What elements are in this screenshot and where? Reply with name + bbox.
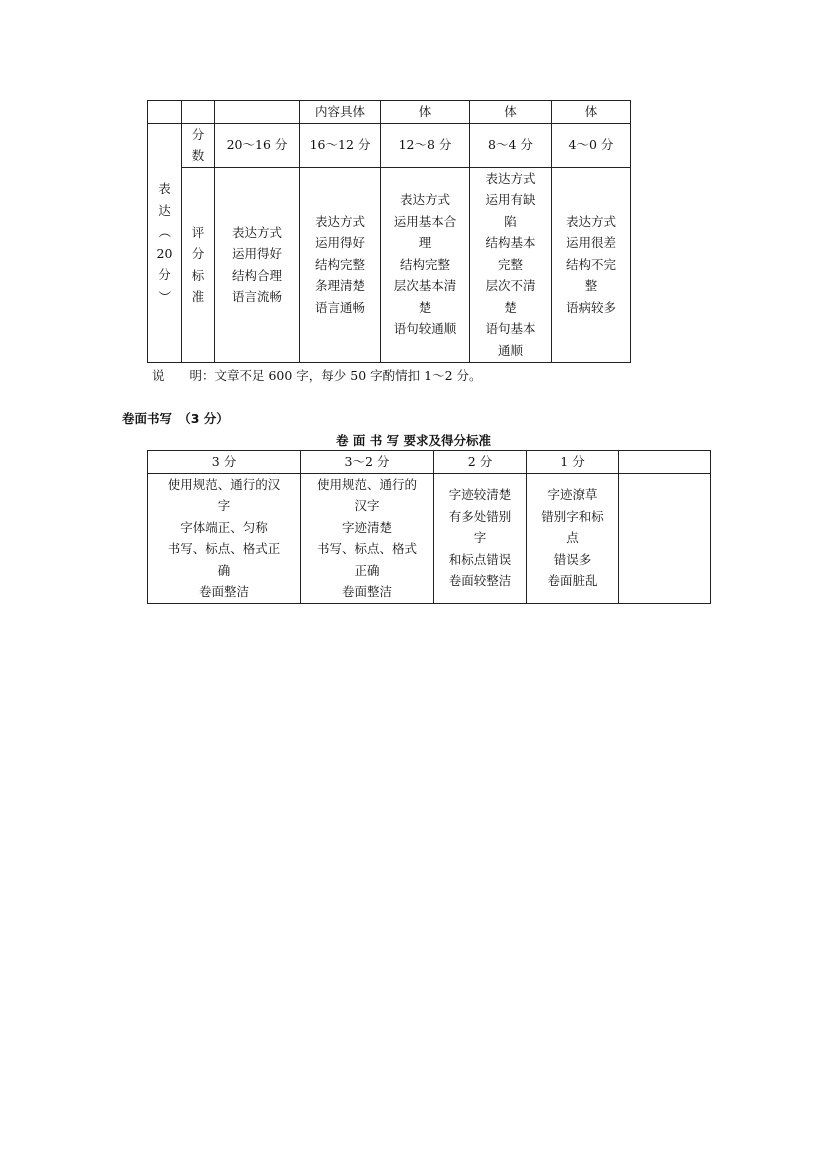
criteria-cell: 表达方式 运用得好 结构合理 语言流畅 bbox=[215, 167, 300, 362]
table1-header-cell bbox=[215, 101, 300, 124]
table1-header-cell bbox=[182, 101, 215, 124]
table2-header-cell bbox=[619, 451, 711, 474]
requirement-cell: 字迹潦草 错别字和标 点 错误多 卷面脏乱 bbox=[527, 473, 619, 603]
requirement-cell bbox=[619, 473, 711, 603]
table1-header-row bbox=[148, 101, 631, 124]
section-title: 卷面书写 （3 分） bbox=[122, 411, 229, 426]
table1-header-cell bbox=[148, 101, 182, 124]
table1-header-cell: 内容具体 bbox=[300, 101, 381, 124]
criteria-cell: 表达方式 运用得好 结构完整 条理清楚 语言通畅 bbox=[300, 167, 381, 362]
table1-header-cell: 体 bbox=[470, 101, 552, 124]
table1-scores-row bbox=[148, 123, 631, 167]
table2-header-cell: 1 分 bbox=[527, 451, 619, 474]
requirement-cell: 使用规范、通行的汉 字 字体端正、匀称 书写、标点、格式正 确 卷面整洁 bbox=[148, 473, 301, 603]
table2-body-row bbox=[148, 473, 711, 603]
score-range-cell: 20～16 分 bbox=[215, 123, 300, 167]
table2-header-cell: 2 分 bbox=[434, 451, 527, 474]
criteria-cell: 表达方式 运用有缺 陷 结构基本 完整 层次不清 楚 语句基本 通顺 bbox=[470, 167, 552, 362]
table1-header-cell: 体 bbox=[381, 101, 470, 124]
requirement-cell: 使用规范、通行的 汉字 字迹清楚 书写、标点、格式 正确 卷面整洁 bbox=[301, 473, 434, 603]
category-cell: 表 达 （ 20 分 ） bbox=[148, 123, 182, 362]
requirement-cell: 字迹较清楚 有多处错别 字 和标点错误 卷面较整洁 bbox=[434, 473, 527, 603]
scoring-note: 说 明：文章不足 600 字，每少 50 字酌情扣 1～2 分。 bbox=[152, 368, 482, 383]
score-range-cell: 12～8 分 bbox=[381, 123, 470, 167]
table2-header-cell: 3 分 bbox=[148, 451, 301, 474]
score-range-cell: 4～0 分 bbox=[552, 123, 631, 167]
expression-scoring-table bbox=[147, 100, 631, 363]
criteria-label-cell: 评 分 标 准 bbox=[182, 167, 215, 362]
table2-caption: 卷 面 书 写 要求及得分标准 bbox=[336, 433, 491, 448]
table1-criteria-row bbox=[148, 167, 631, 362]
handwriting-scoring-table bbox=[147, 450, 711, 604]
table1-header-cell: 体 bbox=[552, 101, 631, 124]
criteria-cell: 表达方式 运用很差 结构不完 整 语病较多 bbox=[552, 167, 631, 362]
table2-header-row bbox=[148, 451, 711, 474]
score-range-cell: 16～12 分 bbox=[300, 123, 381, 167]
scores-label-cell: 分 数 bbox=[182, 123, 215, 167]
criteria-cell: 表达方式 运用基本合 理 结构完整 层次基本清 楚 语句较通顺 bbox=[381, 167, 470, 362]
table2-header-cell: 3～2 分 bbox=[301, 451, 434, 474]
score-range-cell: 8～4 分 bbox=[470, 123, 552, 167]
